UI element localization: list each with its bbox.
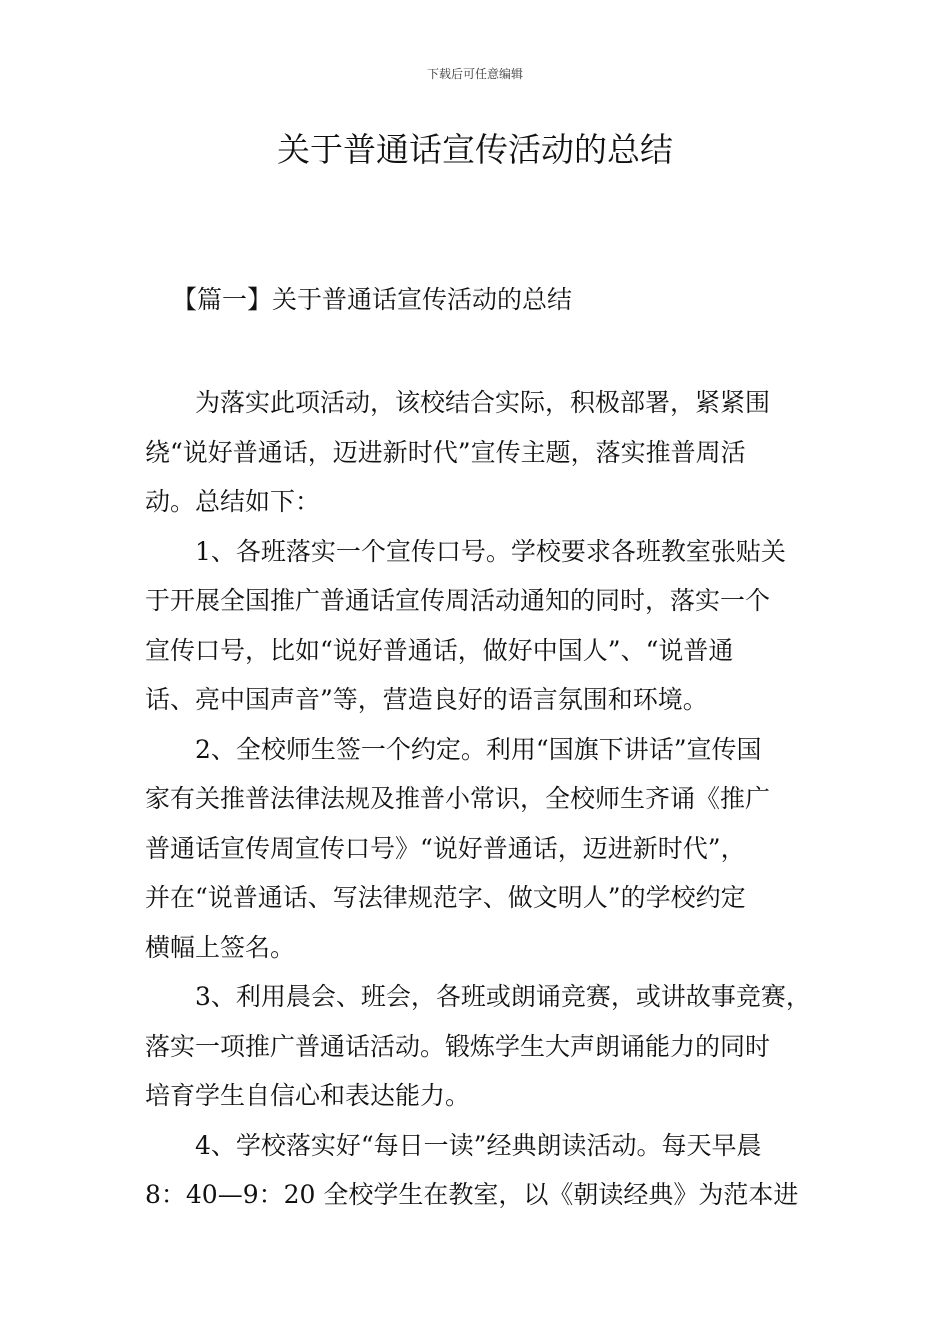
section-heading: 【篇一】关于普通话宣传活动的总结 xyxy=(172,285,573,314)
text-line: 话、亮中国声音”等，营造良好的语言氛围和环境。 xyxy=(145,685,708,714)
text-line: 于开展全国推广普通话宣传周活动通知的同时，落实一个 xyxy=(145,586,771,615)
text-line: 家有关推普法律法规及推普小常识，全校师生齐诵《推广 xyxy=(145,784,771,813)
header-note: 下载后可任意编辑 xyxy=(426,67,523,81)
text-line: 3、利用晨会、班会，各班或朗诵竞赛，或讲故事竞赛， xyxy=(195,982,811,1011)
text-line: 绕“说好普通话，迈进新时代”宣传主题，落实推普周活 xyxy=(145,437,746,467)
paragraph xyxy=(145,527,810,725)
paragraph xyxy=(145,1121,810,1220)
text-line: 动。总结如下： xyxy=(145,487,321,516)
text-line: 普通话宣传周宣传口号》“说好普通话，迈进新时代”， xyxy=(145,833,746,863)
text-line: 横幅上签名。 xyxy=(145,932,296,962)
text-line: 培育学生自信心和表达能力。 xyxy=(145,1081,471,1110)
text-line: 宣传口号，比如“说好普通话，做好中国人”、“说普通 xyxy=(145,635,734,665)
paragraph xyxy=(145,972,810,1121)
paragraph xyxy=(145,378,810,527)
document-title: 关于普通话宣传活动的总结 xyxy=(277,130,673,169)
text-line: 并在“说普通话、写法律规范字、做文明人”的学校约定 xyxy=(145,883,746,912)
body-text xyxy=(145,378,810,1220)
text-line: 2、全校师生签一个约定。利用“国旗下讲话”宣传国 xyxy=(195,734,762,764)
text-line: 1、各班落实一个宣传口号。学校要求各班教室张贴关 xyxy=(195,536,786,566)
paragraph xyxy=(145,725,810,973)
text-line: 为落实此项活动，该校结合实际，积极部署，紧紧围 xyxy=(195,388,771,417)
text-line: 4、学校落实好“每日一读”经典朗读活动。每天早晨 xyxy=(195,1130,762,1160)
text-line: 落实一项推广普通话活动。锻炼学生大声朗诵能力的同时 xyxy=(145,1031,771,1061)
text-line: 8：40—9：20 全校学生在教室，以《朝读经典》为范本进 xyxy=(145,1180,799,1209)
